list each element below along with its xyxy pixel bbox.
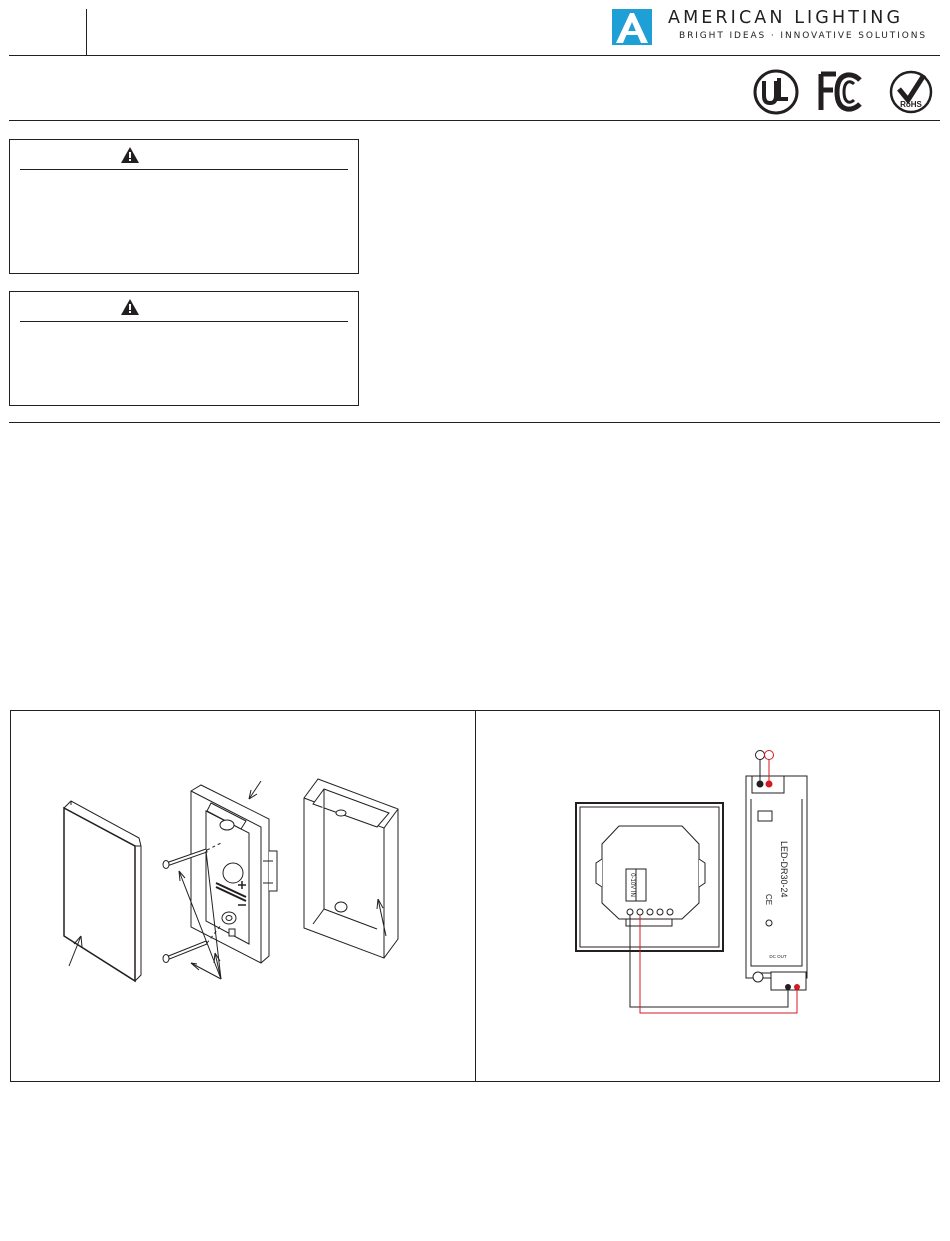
driver-dc-out-label: DC OUT xyxy=(769,954,787,959)
driver-model-label: LED-DR30-24 xyxy=(779,841,789,898)
installation-diagram-panel xyxy=(10,710,476,1082)
faceplate xyxy=(64,801,141,981)
fcc-icon xyxy=(818,72,864,112)
brand-tagline: BRIGHT IDEAS · INNOVATIVE SOLUTIONS xyxy=(679,31,927,41)
header-divider xyxy=(86,9,87,55)
wiring-diagram xyxy=(476,711,941,1083)
header-rule-bottom xyxy=(9,120,940,121)
warning-icon xyxy=(121,147,139,163)
exploded-installation-diagram xyxy=(11,711,477,1083)
warning-icon xyxy=(121,299,139,315)
rohs-icon xyxy=(889,69,933,115)
driver-input-terminals xyxy=(752,751,784,794)
warning-box-2 xyxy=(9,291,359,406)
switch-terminal-label: 0-10V IN xyxy=(629,873,635,897)
header-rule-top xyxy=(9,55,940,56)
wall-box xyxy=(304,779,398,958)
section-rule xyxy=(9,422,940,423)
driver-ce-mark: CE xyxy=(764,894,773,906)
rohs-label: RoHS xyxy=(900,100,922,109)
warning-rule xyxy=(20,169,348,170)
wall-switch-module xyxy=(576,803,723,951)
warning-box-1 xyxy=(9,139,359,274)
brand-name: AMERICAN LIGHTING xyxy=(668,8,904,28)
ul-icon xyxy=(753,69,799,115)
brand-logo-icon xyxy=(612,9,652,45)
warning-rule xyxy=(20,321,348,322)
wiring-diagram-panel xyxy=(475,710,940,1082)
